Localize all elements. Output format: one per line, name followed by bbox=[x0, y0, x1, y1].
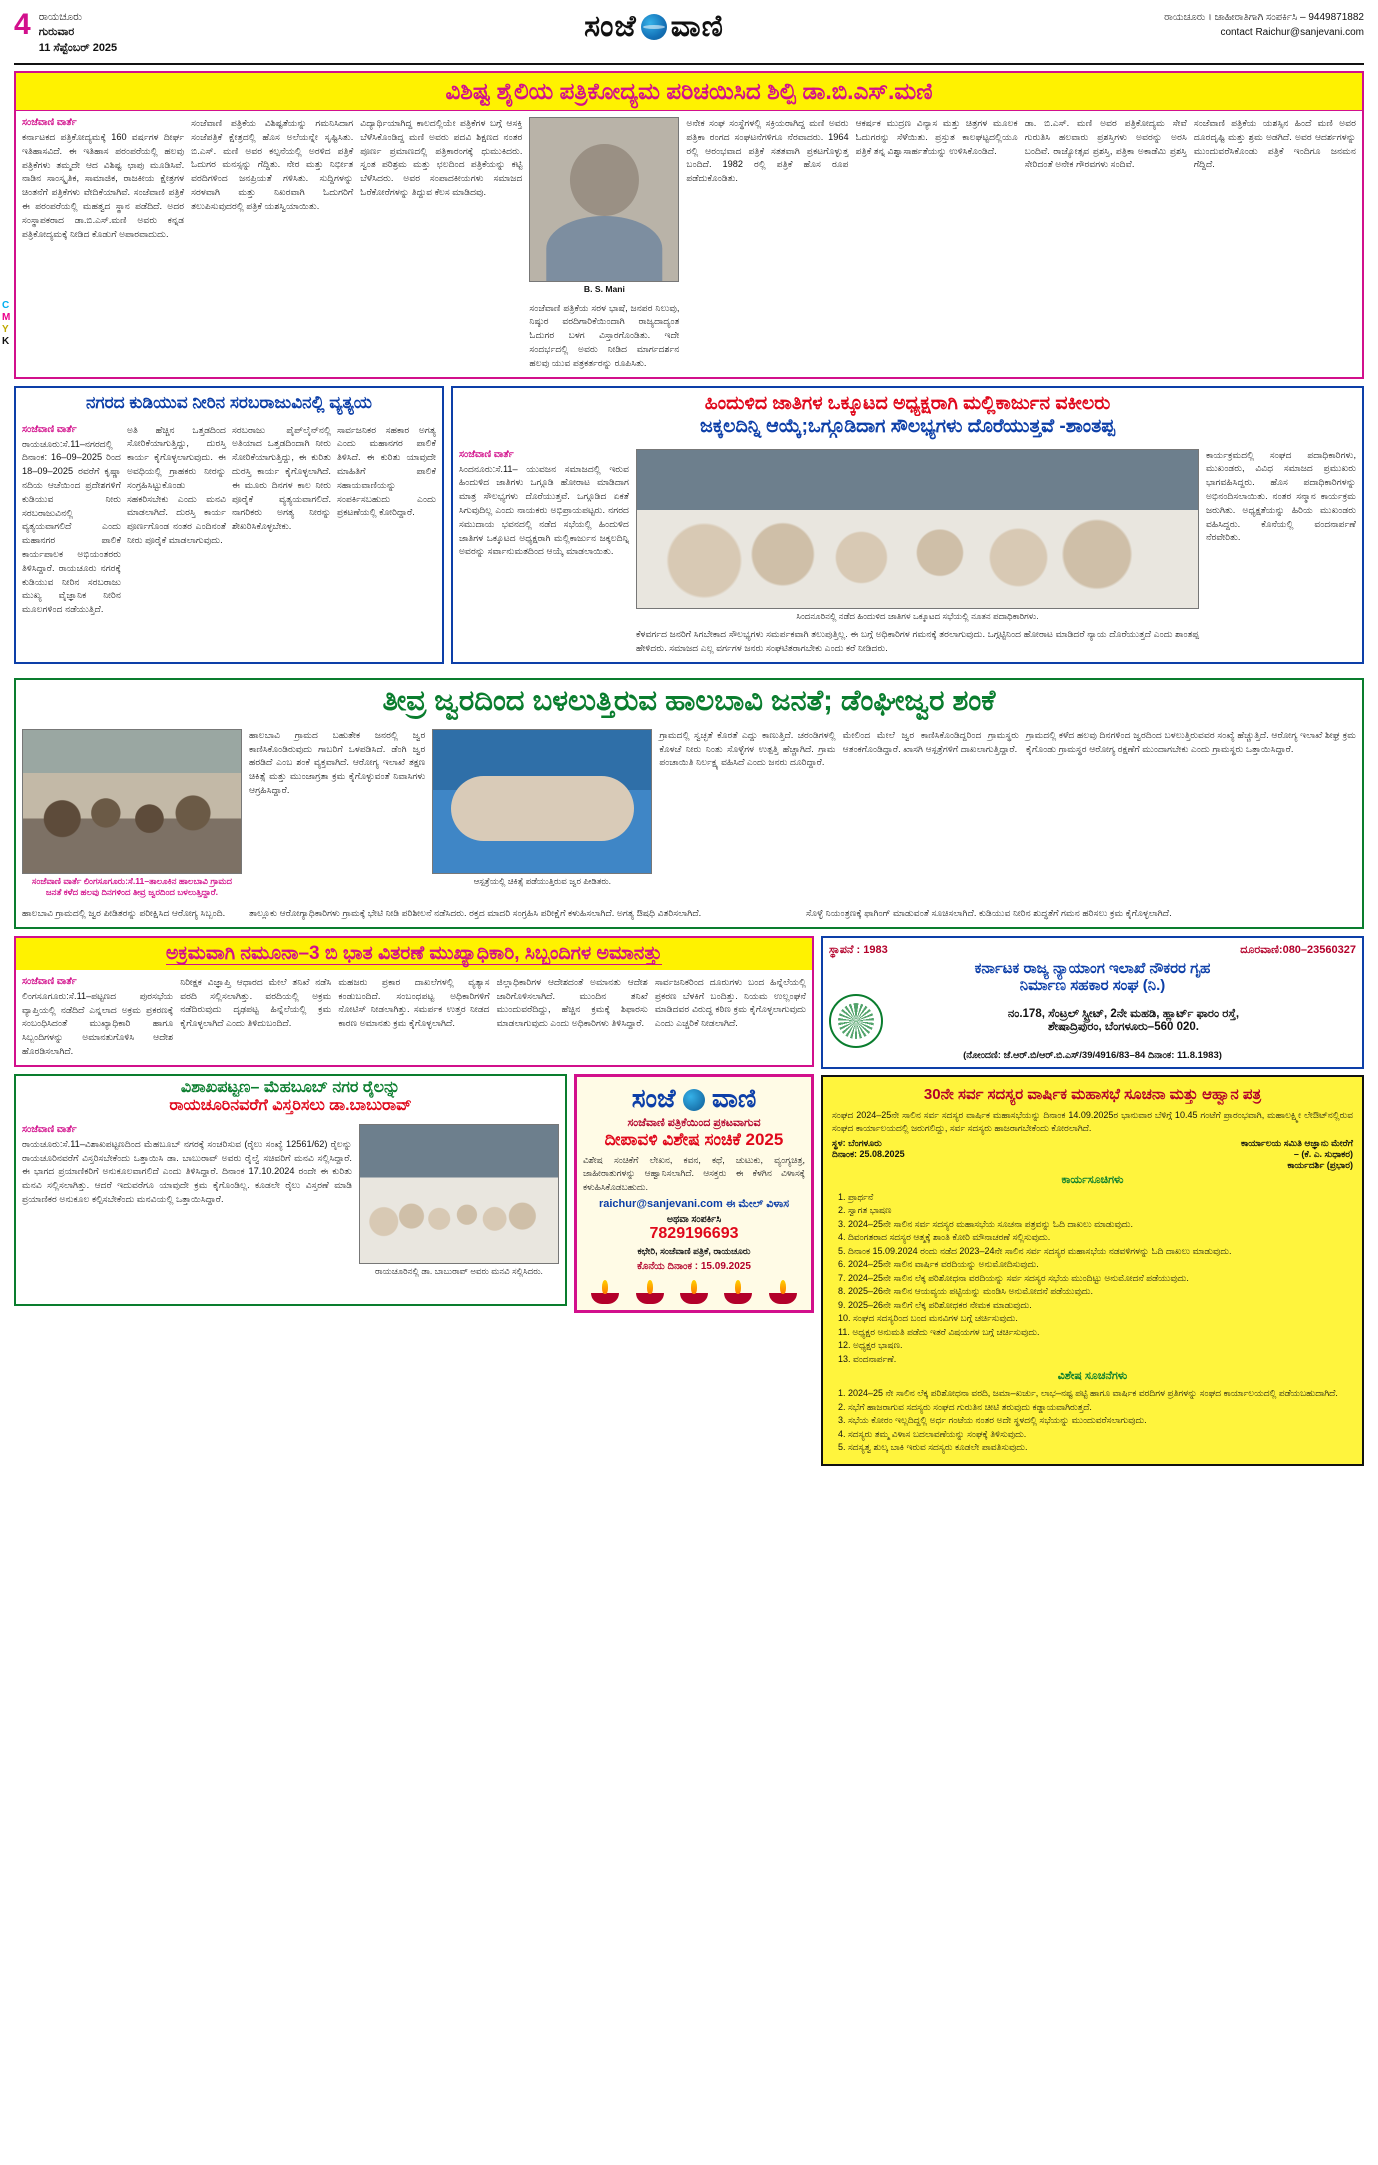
ad-phone[interactable]: 7829196693 bbox=[649, 1225, 739, 1243]
left-stack bbox=[14, 936, 814, 1466]
rail-byline: ಸಂಜೆವಾಣಿ ವಾರ್ತೆ bbox=[22, 1123, 77, 1135]
agenda-item: 8. 2025–26ನೇ ಸಾಲಿನ ಆಯವ್ಯಯ ಪಟ್ಟಿಯನ್ನು ಮಂಡಿಸಿ ಅನುಮೋದನೆ ಪಡೆಯುವುದು. bbox=[838, 1286, 1093, 1297]
photo-fever-village bbox=[22, 729, 242, 874]
agenda-item: 5. ದಿನಾಂಕ 15.09.2024 ರಂದು ನಡೆದ 2023–24ನೇ ಸಾಲಿನ ಸರ್ವ ಸದಸ್ಯರ ಮಹಾಸಭೆಯ ನಡವಳಿಗಳನ್ನು ಓದಿ ದಾಖಲು ಮಾಡುವುದು. bbox=[838, 1245, 1232, 1256]
cmyk-y: Y bbox=[2, 324, 9, 335]
water-byline: ಸಂಜೆವಾಣಿ ವಾರ್ತೆ bbox=[22, 423, 77, 435]
lamps-decoration bbox=[583, 1278, 805, 1304]
ad-line-1: ಸಂಜೆವಾಣಿ ಪತ್ರಿಕೆಯಿಂದ ಪ್ರಕಟವಾಗುವ bbox=[627, 1116, 761, 1129]
ad-society bbox=[821, 936, 1364, 1069]
masthead-date: 11 ಸೆಪ್ಟೆಂಬರ್ 2025 bbox=[38, 42, 118, 55]
society-founded: ಸ್ಥಾಪನೆ : 1983 bbox=[829, 943, 888, 956]
lamp-icon bbox=[769, 1278, 797, 1304]
logo-text-right: ವಾಣಿ bbox=[670, 10, 724, 43]
right-ad-stack bbox=[821, 936, 1364, 1466]
lead-col-6 bbox=[856, 117, 1018, 371]
ad-logo: ಸಂಜೆ ವಾಣಿ bbox=[631, 1082, 757, 1113]
notice-title: 30ನೇ ಸರ್ವ ಸದಸ್ಯರ ವಾರ್ಷಿಕ ಮಹಾಸಭೆ ಸೂಚನಾ ಮತ್ತು ಆಹ್ವಾನ ಪತ್ರ bbox=[923, 1085, 1262, 1103]
society-reg: (ನೋಂದಣಿ: ಜೆ.ಆರ್.ಬಿ/ಆರ್.ಬಿ.ಎಸ್/39/4916/83–84 ದಿನಾಂಕ: 11.8.1983) bbox=[963, 1049, 1222, 1061]
fever-headline: ತೀವ್ರ ಜ್ವರದಿಂದ ಬಳಲುತ್ತಿರುವ ಹಾಲಬಾವಿ ಜನತೆ; ಡೆಂಘೀಜ್ವರ ಶಂಕೆ bbox=[382, 684, 996, 717]
society-phone[interactable]: ದೂರವಾಣಿ:080–23560327 bbox=[1240, 943, 1356, 956]
notice-body: ಸಂಘದ 2024–25ನೇ ಸಾಲಿನ ಸರ್ವ ಸದಸ್ಯರ ವಾರ್ಷಿಕ ಮಹಾಸಭೆಯನ್ನು ದಿನಾಂಕ 14.09.2025ರ ಭಾನುವಾರ ಬೆಳಿಗ್ಗೆ 10.45 ಗಂಟೆಗೆ ಪ್ರಾರಂಭವಾಗಿ, ಮಹಾಲಕ್ಷ್ಮೀ ಲೇಔಟ್‌ನಲ್ಲಿರುವ ಸಂಘದ ಕಾರ್ಯಾಲಯದಲ್ಲಿ ಜರುಗಲಿದ್ದು, ಸರ್ವ ಸದಸ್ಯರು ಹಾಜರಾಗಬೇಕೆಂದು ಕೋರಲಾಗಿದೆ. bbox=[832, 1109, 1353, 1134]
lamp-icon bbox=[591, 1278, 619, 1304]
globe-icon bbox=[683, 1089, 705, 1111]
caste-columns bbox=[453, 443, 1362, 662]
special-item: 5. ಸದಸ್ಯತ್ವ ಶುಲ್ಕ ಬಾಕಿ ಇರುವ ಸದಸ್ಯರು ಕೂಡಲೇ ಪಾವತಿಸುವುದು. bbox=[838, 1442, 1028, 1453]
lead-col-3 bbox=[360, 117, 522, 371]
notice-sign-1: ಕಾರ್ಯಾಲಯ ಸಮಿತಿ ಆಜ್ಞಾನು ಮೇರೆಗೆ bbox=[1241, 1137, 1353, 1148]
lead-col-1 bbox=[22, 117, 184, 371]
society-address-2: ಶೇಷಾದ್ರಿಪುರಂ, ಬೆಂಗಳೂರು–560 020. bbox=[1048, 1020, 1199, 1033]
fever-cap-left bbox=[22, 907, 242, 921]
masthead-dateline bbox=[39, 10, 117, 57]
ration-col-5 bbox=[655, 976, 806, 1059]
society-title-1: ಕರ್ನಾಟಕ ರಾಜ್ಯ ನ್ಯಾಯಾಂಗ ಇಲಾಖೆ ನೌಕರರ ಗೃಹ bbox=[974, 959, 1211, 977]
notice-date: ದಿನಾಂಕ: 25.08.2025 bbox=[832, 1148, 905, 1159]
lead-col-5 bbox=[686, 117, 848, 371]
caste-photo-col bbox=[636, 449, 1199, 656]
lead-text-8: ಸಂಜೆವಾಣಿ ಪತ್ರಿಕೆಯ ಯಶಸ್ಸಿನ ಹಿಂದೆ ಮಣಿ ಅವರ ದೂರದೃಷ್ಟಿ ಮತ್ತು ಶ್ರಮ ಅಡಗಿದೆ. ಅವರ ಆದರ್ಶಗಳನ್ನು ಮುಂದುವರೆಸಿಕೊಂಡು ಪತ್ರಿಕೆ ಇಂದಿಗೂ ಜನಮನ ಗೆದ್ದಿದೆ. bbox=[1193, 118, 1356, 170]
caste-text-mid: ಕೆಳವರ್ಗದ ಜನರಿಗೆ ಸಿಗಬೇಕಾದ ಸೌಲಭ್ಯಗಳು ಸಮರ್ಪಕವಾಗಿ ತಲುಪುತ್ತಿಲ್ಲ. ಈ ಬಗ್ಗೆ ಅಧಿಕಾರಿಗಳ ಗಮನಕ್ಕೆ ತರಲಾಗುವುದು. ಒಗ್ಗಟ್ಟಿನಿಂದ ಹೋರಾಟ ಮಾಡಿದರೆ ನ್ಯಾಯ ದೊರೆಯುತ್ತದೆ ಎಂದು ಶಾಂತಪ್ಪ ಹೇಳಿದರು. ಸಮಾಜದ ಎಲ್ಲ ವರ್ಗಗಳ ಜನರು ಸಂಘಟಿತರಾಗಬೇಕು ಎಂದು ಕರೆ ನೀಡಿದರು. bbox=[636, 629, 1199, 654]
page-number: 4 bbox=[14, 8, 31, 41]
ration-text-2: ನಿರೀಕ್ಷಕ ವಿಜ್ಞಾಪ್ತಿ ಆಧಾರದ ಮೇಲೆ ತನಿಖೆ ನಡೆಸಿ ವರದಿ ಸಲ್ಲಿಸಲಾಗಿತ್ತು. ವರದಿಯಲ್ಲಿ ಅಕ್ರಮ ನಡೆದಿರುವುದು ದೃಢಪಟ್ಟ ಹಿನ್ನೆಲೆಯಲ್ಲಿ ಕ್ರಮ ಕೈಗೊಳ್ಳಲಾಗಿದೆ ಎಂದು ತಿಳಿದುಬಂದಿದೆ. bbox=[180, 976, 332, 1029]
photo-caption-rail: ರಾಯಚೂರಿನಲ್ಲಿ ಡಾ. ಬಾಬುರಾವ್ ಅವರು ಮನವಿ ಸಲ್ಲಿಸಿದರು. bbox=[375, 1265, 543, 1276]
ration-text-1: ಲಿಂಗಸೂಗೂರು:ಸೆ.11–ಪಟ್ಟಣದ ಪುರಸಭೆಯ ವ್ಯಾಪ್ತಿಯಲ್ಲಿ ನಡೆದಿದೆ ಎನ್ನಲಾದ ಅಕ್ರಮ ಪ್ರಕರಣಕ್ಕೆ ಸಂಬಂಧಿಸಿದಂತೆ ಮುಖ್ಯಾಧಿಕಾರಿ ಹಾಗೂ ಸಿಬ್ಬಂದಿಗಳನ್ನು ಅಮಾನತುಗೊಳಿಸಿ ಆದೇಶ ಹೊರಡಿಸಲಾಗಿದೆ. bbox=[22, 990, 174, 1057]
agenda-item: 13. ವಂದನಾರ್ಪಣೆ. bbox=[838, 1353, 897, 1364]
water-col-3 bbox=[232, 424, 331, 617]
caste-headline-2: ಜಕ್ಕಲದಿನ್ನಿ ಆಯ್ಕೆ;ಒಗ್ಗೂಡಿದಾಗ ಸೌಲಭ್ಯಗಳು ದೊರೆಯುತ್ತವೆ -ಶಾಂತಪ್ಪ bbox=[700, 415, 1115, 437]
photo-caption-bs-mani: B. S. Mani bbox=[583, 284, 625, 295]
special-item: 1. 2024–25 ನೇ ಸಾಲಿನ ಲೆಕ್ಕ ಪರಿಶೋಧನಾ ವರದಿ, ಜಮಾ–ಖರ್ಚು, ಲಾಭ–ನಷ್ಟ ಪಟ್ಟಿ ಹಾಗೂ ವಾರ್ಷಿಕ ವರದಿಗಳ ಪ್ರತಿಗಳನ್ನು ಸಂಘದ ಕಾರ್ಯಾಲಯದಲ್ಲಿ ಪಡೆಯಬಹುದಾಗಿದೆ. bbox=[838, 1388, 1338, 1399]
rail-headline-1: ವಿಶಾಖಪಟ್ಟಣ– ಮೆಹಬೂಬ್ ನಗರ ರೈಲನ್ನು bbox=[180, 1078, 401, 1096]
story-caste bbox=[451, 386, 1364, 664]
rail-col-text bbox=[22, 1124, 352, 1280]
ad-deadline: ಕೊನೆಯ ದಿನಾಂಕ : 15.09.2025 bbox=[637, 1261, 751, 1273]
notice-place: ಸ್ಥಳ: ಬೆಂಗಳೂರು bbox=[832, 1137, 882, 1148]
lamp-icon bbox=[636, 1278, 664, 1304]
rail-headline-2: ರಾಯಚೂರಿನವರೆಗೆ ವಿಸ್ತರಿಸಲು ಡಾ.ಬಾಬುರಾವ್ bbox=[169, 1096, 412, 1114]
ad-address-label: ಅಥವಾ ಸಂಪರ್ಕಿಸಿ bbox=[666, 1214, 722, 1226]
agenda-item: 7. 2024–25ನೇ ಸಾಲಿನ ಲೆಕ್ಕ ಪರಿಶೋಧನಾ ವರದಿಯನ್ನು ಸರ್ವ ಸದಸ್ಯರ ಸಭೆಯ ಮುಂದಿಟ್ಟು ಅನುಮೋದನೆ ಪಡೆಯುವುದು. bbox=[838, 1272, 1189, 1283]
ration-columns bbox=[16, 970, 812, 1065]
water-text-2: ಅತಿ ಹೆಚ್ಚಿನ ಒತ್ತಡದಿಂದ ಸೋರಿಕೆಯಾಗುತ್ತಿದ್ದು, ದುರಸ್ತಿ ಕಾರ್ಯ ಕೈಗೊಳ್ಳಲಾಗುವುದು. ಈ ಅವಧಿಯಲ್ಲಿ ಗ್ರಾಹಕರು ನೀರನ್ನು ಸಂಗ್ರಹಿಸಿಟ್ಟುಕೊಂಡು ಸಹಕರಿಸಬೇಕು ಎಂದು ಮನವಿ ಮಾಡಲಾಗಿದೆ. ದುರಸ್ತಿ ಕಾರ್ಯ ಪೂರ್ಣಗೊಂಡ ನಂತರ ಎಂದಿನಂತೆ ನೀರು ಪೂರೈಕೆ ಮಾಡಲಾಗುವುದು. bbox=[127, 424, 226, 546]
lead-col-2 bbox=[191, 117, 353, 371]
fever-text-box: ಗ್ರಾಮದಲ್ಲಿ ಕಳೆದ ಹಲವು ದಿನಗಳಿಂದ ಜ್ವರದಿಂದ ಬಳಲುತ್ತಿರುವವರ ಸಂಖ್ಯೆ ಹೆಚ್ಚುತ್ತಿದೆ. ಆರೋಗ್ಯ ಇಲಾಖೆ ಶೀಘ್ರ ಕ್ರಮ ಕೈಗೊಂಡು ಗ್ರಾಮಸ್ಥರ ಆರೋಗ್ಯ ರಕ್ಷಣೆಗೆ ಮುಂದಾಗಬೇಕು ಎಂದು ಗ್ರಾಮಸ್ಥರು ಒತ್ತಾಯಿಸಿದ್ದಾರೆ. bbox=[1025, 729, 1356, 754]
agenda-title: ಕಾರ್ಯಸೂಚಿಗಳು bbox=[1061, 1173, 1124, 1186]
ration-text-5: ಸಾರ್ವಜನಿಕರಿಂದ ದೂರುಗಳು ಬಂದ ಹಿನ್ನೆಲೆಯಲ್ಲಿ ಪ್ರಕರಣ ಬೆಳಕಿಗೆ ಬಂದಿತ್ತು. ನಿಯಮ ಉಲ್ಲಂಘನೆ ಮಾಡಿದವರ ವಿರುದ್ಧ ಕಠಿಣ ಕ್ರಮ ಕೈಗೊಳ್ಳಲಾಗುವುದು ಎಂದು ಎಚ್ಚರಿಕೆ ನೀಡಲಾಗಿದೆ. bbox=[654, 976, 807, 1029]
ration-col-1 bbox=[22, 976, 173, 1059]
fever-col-2 bbox=[249, 729, 425, 901]
photo-fever-patient bbox=[432, 729, 652, 874]
rail-text: ರಾಯಚೂರು:ಸೆ.11–ವಿಶಾಖಪಟ್ಟಣದಿಂದ ಮೆಹಬೂಬ್ ನಗರಕ್ಕೆ ಸಂಚರಿಸುವ (ರೈಲು ಸಂಖ್ಯೆ 12561/62) ರೈಲನ್ನು ರಾಯಚೂರಿನವರೆಗೆ ವಿಸ್ತರಿಸಬೇಕೆಂದು ಒತ್ತಾಯಿಸಿ ಡಾ. ಬಾಬುರಾವ್ ಅವರು ರೈಲ್ವೆ ಸಚಿವರಿಗೆ ಮನವಿ ಸಲ್ಲಿಸಿದ್ದಾರೆ. ಈ ಭಾಗದ ಪ್ರಯಾಣಿಕರಿಗೆ ಅನುಕೂಲವಾಗಲಿದೆ ಎಂದು ತಿಳಿಸಿದ್ದಾರೆ. ದಿನಾಂಕ 17.10.2024 ರಂದೇ ಈ ಕುರಿತು ಮನವಿ ಸಲ್ಲಿಸಲಾಗಿತ್ತು. ಆದರೆ ಇದುವರೆಗೂ ಯಾವುದೇ ಕ್ರಮ ಕೈಗೊಂಡಿಲ್ಲ. ಕೂಡಲೇ ರೈಲು ವಿಸ್ತರಣೆ ಮಾಡಿ ಪ್ರಯಾಣಿಕರ ಅನುಕೂಲ ಕಲ್ಪಿಸಬೇಕೆಂದು ಮನವಿಯಲ್ಲಿ ಒತ್ತಾಯಿಸಿದ್ದಾರೆ. bbox=[22, 1138, 352, 1205]
row-rail-ad bbox=[14, 1074, 814, 1314]
lead-story bbox=[14, 71, 1364, 379]
water-headline: ನಗರದ ಕುಡಿಯುವ ನೀರಿನ ಸರಬರಾಜುವಿನಲ್ಲಿ ವ್ಯತ್ಯಯ bbox=[16, 388, 442, 418]
masthead-left bbox=[14, 10, 214, 57]
story-ration bbox=[14, 936, 814, 1067]
caste-col-right bbox=[1206, 449, 1356, 656]
lead-col-8 bbox=[1194, 117, 1356, 371]
lead-text-6: ಆಕರ್ಷಕ ಮುದ್ರಣ ವಿನ್ಯಾಸ ಮತ್ತು ಚಿತ್ರಗಳ ಮೂಲಕ ಓದುಗರನ್ನು ಸೆಳೆಯಿತು. ಪ್ರಸ್ತುತ ಕಾಲಘಟ್ಟದಲ್ಲಿಯೂ ಪತ್ರಿಕೆ ತನ್ನ ವಿಶ್ವಾಸಾರ್ಹತೆಯನ್ನು ಉಳಿಸಿಕೊಂಡಿದೆ. bbox=[855, 118, 1018, 156]
agenda-list bbox=[828, 1187, 1357, 1371]
photo-rail-memorandum bbox=[359, 1124, 559, 1264]
fever-columns bbox=[16, 723, 1362, 907]
fever-cap-mid bbox=[249, 907, 799, 921]
caste-text-right: ಕಾರ್ಯಕ್ರಮದಲ್ಲಿ ಸಂಘದ ಪದಾಧಿಕಾರಿಗಳು, ಮುಖಂಡರು, ವಿವಿಧ ಸಮಾಜದ ಪ್ರಮುಖರು ಭಾಗವಹಿಸಿದ್ದರು. ಹೊಸ ಪದಾಧಿಕಾರಿಗಳನ್ನು ಅಭಿನಂದಿಸಲಾಯಿತು. ನಂತರ ಸನ್ಮಾನ ಕಾರ್ಯಕ್ರಮ ಜರುಗಿತು. ಅಧ್ಯಕ್ಷತೆಯನ್ನು ಹಿರಿಯ ಮುಖಂಡರು ವಹಿಸಿದ್ದರು. ಕೊನೆಯಲ್ಲಿ ವಂದನಾರ್ಪಣೆ ನೆರವೇರಿತು. bbox=[1206, 449, 1356, 543]
fever-caption-left-text: ಹಾಲಬಾವಿ ಗ್ರಾಮದಲ್ಲಿ ಜ್ವರ ಪೀಡಿತರನ್ನು ಪರೀಕ್ಷಿಸಿದ ಆರೋಗ್ಯ ಸಿಬ್ಬಂದಿ. bbox=[22, 908, 226, 919]
water-columns bbox=[16, 418, 442, 623]
ad-body: ವಿಶೇಷ ಸಂಚಿಕೆಗೆ ಲೇಖನ, ಕವನ, ಕಥೆ, ಚುಟುಕು, ವ್ಯಂಗ್ಯಚಿತ್ರ, ಜಾಹೀರಾತುಗಳನ್ನು ಆಹ್ವಾನಿಸಲಾಗಿದೆ. ಆಸಕ್ತರು ಈ ಕೆಳಗಿನ ವಿಳಾಸಕ್ಕೆ ಕಳುಹಿಸಿಕೊಡಬಹುದು. bbox=[583, 1154, 805, 1192]
fever-box-col bbox=[1026, 729, 1356, 901]
lead-text-7: ಡಾ. ಬಿ.ಎಸ್. ಮಣಿ ಅವರ ಪತ್ರಿಕೋದ್ಯಮ ಸೇವೆ ಗುರುತಿಸಿ ಹಲವಾರು ಪ್ರಶಸ್ತಿಗಳು ಅವರನ್ನು ಅರಸಿ ಬಂದಿವೆ. ರಾಜ್ಯೋತ್ಸವ ಪ್ರಶಸ್ತಿ, ಪತ್ರಿಕಾ ಅಕಾಡೆಮಿ ಪ್ರಶಸ್ತಿ ಸೇರಿದಂತೆ ಅನೇಕ ಗೌರವಗಳು ಸಂದಿವೆ. bbox=[1024, 118, 1187, 170]
row-ration-ads bbox=[14, 936, 1364, 1466]
agenda-item: 10. ಸಂಘದ ಸದಸ್ಯರಿಂದ ಬಂದ ಮನವಿಗಳ ಬಗ್ಗೆ ಚರ್ಚಿಸುವುದು. bbox=[838, 1313, 1018, 1324]
lead-text-3: ವಿದ್ಯಾರ್ಥಿಯಾಗಿದ್ದ ಕಾಲದಲ್ಲಿಯೇ ಪತ್ರಿಕೆಗಳ ಬಗ್ಗೆ ಆಸಕ್ತಿ ಬೆಳೆಸಿಕೊಂಡಿದ್ದ ಮಣಿ ಅವರು ಪದವಿ ಶಿಕ್ಷಣದ ನಂತರ ಪೂರ್ಣ ಪ್ರಮಾಣದಲ್ಲಿ ಪತ್ರಿಕಾರಂಗಕ್ಕೆ ಧುಮುಕಿದರು. ಸ್ವಂತ ಪರಿಶ್ರಮ ಮತ್ತು ಛಲದಿಂದ ಪತ್ರಿಕೆಯನ್ನು ಕಟ್ಟಿ ಬೆಳೆಸಿದರು. ಅವರ ಸಂಪಾದಕೀಯಗಳು ಸಮಾಜದ ಓರೆಕೋರೆಗಳನ್ನು ತಿದ್ದುವ ಕೆಲಸ ಮಾಡಿದವು. bbox=[360, 118, 523, 198]
ration-byline: ಸಂಜೆವಾಣಿ ವಾರ್ತೆ bbox=[22, 975, 77, 987]
notice-sign-3: ಕಾರ್ಯದರ್ಶಿ (ಪ್ರಭಾರ) bbox=[1287, 1159, 1353, 1170]
water-text-3: ಸರಬರಾಜು ಪೈಪ್‌ಲೈನ್‌ನಲ್ಲಿ ಅತಿಯಾದ ಒತ್ತಡದಿಂದಾಗಿ ನೀರು ಸೋರಿಕೆಯಾಗುತ್ತಿದ್ದು, ಈ ಕುರಿತು ದುರಸ್ತಿ ಕಾರ್ಯ ಕೈಗೊಳ್ಳಲಾಗಿದೆ. ಈ ಮೂರು ದಿನಗಳ ಕಾಲ ನೀರು ಪೂರೈಕೆ ವ್ಯತ್ಯಯವಾಗಲಿದೆ. ನಾಗರಿಕರು ಅಗತ್ಯ ನೀರನ್ನು ಶೇಖರಿಸಿಕೊಳ್ಳಬೇಕು. bbox=[232, 424, 331, 532]
cmyk-c: C bbox=[2, 300, 10, 311]
fever-text-2: ಹಾಲಬಾವಿ ಗ್ರಾಮದ ಬಹುತೇಕ ಜನರಲ್ಲಿ ಜ್ವರ ಕಾಣಿಸಿಕೊಂಡಿರುವುದು ಗಾಬರಿಗೆ ಒಳಪಡಿಸಿದೆ. ಡೆಂಗಿ ಜ್ವರ ಹರಡಿದೆ ಎಂಬ ಶಂಕೆ ವ್ಯಕ್ತವಾಗಿದೆ. ಆರೋಗ್ಯ ಇಲಾಖೆ ತಕ್ಷಣ ಚಿಕಿತ್ಸೆ ಮತ್ತು ಮುಂಜಾಗ್ರತಾ ಕ್ರಮ ಕೈಗೊಳ್ಳುವಂತೆ ನಿವಾಸಿಗಳು ಆಗ್ರಹಿಸಿದ್ದಾರೆ. bbox=[249, 729, 426, 796]
water-text-4: ಸಾರ್ವಜನಿಕರ ಸಹಕಾರ ಅಗತ್ಯ ಎಂದು ಮಹಾನಗರ ಪಾಲಿಕೆ ತಿಳಿಸಿದೆ. ಈ ಕುರಿತು ಯಾವುದೇ ಮಾಹಿತಿಗೆ ಪಾಲಿಕೆ ಸಹಾಯವಾಣಿಯನ್ನು ಸಂಪರ್ಕಿಸಬಹುದು ಎಂದು ಪ್ರಕಟಣೆಯಲ್ಲಿ ಕೋರಿದ್ದಾರೆ. bbox=[337, 424, 436, 518]
masthead-place: ರಾಯಚೂರು bbox=[38, 11, 82, 23]
lead-photo-col bbox=[529, 117, 679, 371]
ad-sanjevani-deepavali bbox=[574, 1074, 814, 1314]
fever-photo-col-1 bbox=[22, 729, 242, 901]
caste-col-left bbox=[459, 449, 629, 656]
agenda-item: 9. 2025–26ನೇ ಸಾಲಿಗೆ ಲೆಕ್ಕ ಪರಿಶೋಧಕರ ನೇಮಕ ಮಾಡುವುದು. bbox=[838, 1299, 1032, 1310]
society-title-2: ನಿರ್ಮಾಣ ಸಹಕಾರ ಸಂಘ (ನಿ.) bbox=[1019, 976, 1166, 994]
fever-text-4: ಗ್ರಾಮದಲ್ಲಿ ಸ್ವಚ್ಛತೆ ಕೊರತೆ ಎದ್ದು ಕಾಣುತ್ತಿದೆ. ಚರಂಡಿಗಳಲ್ಲಿ ಕೊಳಚೆ ನೀರು ನಿಂತು ಸೊಳ್ಳೆಗಳ ಉತ್ಪತ್ತಿ ಹೆಚ್ಚಾಗಿದೆ. ಗ್ರಾಮ ಪಂಚಾಯಿತಿ ನಿರ್ಲಕ್ಷ್ಯ ವಹಿಸಿದೆ ಎಂದು ಜನರು ದೂರಿದ್ದಾರೆ. bbox=[659, 729, 836, 768]
agenda-item: 2. ಸ್ವಾಗತ ಭಾಷಣ bbox=[838, 1205, 892, 1216]
fever-text-7: ಸೊಳ್ಳೆ ನಿಯಂತ್ರಣಕ್ಕೆ ಫಾಗಿಂಗ್ ಮಾಡುವಂತೆ ಸೂಚಿಸಲಾಗಿದೆ. ಕುಡಿಯುವ ನೀರಿನ ಶುದ್ಧತೆಗೆ ಗಮನ ಹರಿಸಲು ಕ್ರಮ ಕೈಗೊಳ್ಳಲಾಗಿದೆ. bbox=[806, 908, 1172, 919]
special-list bbox=[828, 1383, 1357, 1459]
lead-headline: ವಿಶಿಷ್ಟ ಶೈಲಿಯ ಪತ್ರಿಕೋದ್ಯಮ ಪರಿಚಯಿಸಿದ ಶಿಲ್ಪಿ ಡಾ.ಬಿ.ಎಸ್.ಮಣಿ bbox=[16, 73, 1362, 111]
story-rail bbox=[14, 1074, 567, 1307]
lead-col-7 bbox=[1025, 117, 1187, 371]
notice-sign-2: – (ಕೆ. ಎ. ಸುಧಾಕರ) bbox=[1293, 1148, 1353, 1159]
water-col-2 bbox=[127, 424, 226, 617]
special-item: 3. ಸಭೆಯ ಕೋರಂ ಇಲ್ಲದಿದ್ದಲ್ಲಿ ಅರ್ಧ ಗಂಟೆಯ ನಂತರ ಅದೇ ಸ್ಥಳದಲ್ಲಿ ಸಭೆಯನ್ನು ಮುಂದುವರೆಸಲಾಗುವುದು. bbox=[838, 1415, 1147, 1426]
ration-col-3 bbox=[338, 976, 489, 1059]
caste-text-left: ಸಿಂದನೂರು:ಸೆ.11– ಯುವಜನ ಸಮಾಜದಲ್ಲಿ ಇರುವ ಹಿಂದುಳಿದ ಜಾತಿಗಳು ಒಗ್ಗೂಡಿ ಹೋರಾಟ ಮಾಡಿದಾಗ ಮಾತ್ರ ಸೌಲಭ್ಯಗಳು ದೊರೆಯುತ್ತವೆ. ಒಗ್ಗೂಡಿದ ಏಕತೆ ಸಿಗುವುದಿಲ್ಲ ಎಂದು ನಾಯಕರು ಅಭಿಪ್ರಾಯಪಟ್ಟರು. ನಗರದ ಸಮುದಾಯ ಭವನದಲ್ಲಿ ನಡೆದ ಸಭೆಯಲ್ಲಿ ಹಿಂದುಳಿದ ಜಾತಿಗಳ ಒಕ್ಕೂಟದ ಅಧ್ಯಕ್ಷರಾಗಿ ಮಲ್ಲಿಕಾರ್ಜುನ ಜಕ್ಕಲದಿನ್ನಿ ಅವರನ್ನು ಸರ್ವಾನುಮತದಿಂದ ಆಯ್ಕೆ ಮಾಡಲಾಯಿತು. bbox=[459, 463, 629, 557]
society-emblem-icon bbox=[829, 994, 883, 1048]
water-col-1 bbox=[22, 424, 121, 617]
globe-icon bbox=[641, 14, 667, 40]
agenda-item: 3. 2024–25ನೇ ಸಾಲಿನ ಸರ್ವ ಸದಸ್ಯರ ಮಹಾಸಭೆಯ ಸೂಚನಾ ಪತ್ರವನ್ನು ಓದಿ ದಾಖಲು ಮಾಡುವುದು. bbox=[838, 1218, 1133, 1229]
story-water bbox=[14, 386, 444, 664]
fever-text-5: ಮೇಲಿಂದ ಮೇಲೆ ಜ್ವರ ಕಾಣಿಸಿಕೊಂಡಿದ್ದರಿಂದ ಗ್ರಾಮಸ್ಥರು ಆತಂಕಗೊಂಡಿದ್ದಾರೆ. ಖಾಸಗಿ ಆಸ್ಪತ್ರೆಗಳಿಗೆ ದಾಖಲಾಗುತ್ತಿದ್ದಾರೆ. bbox=[842, 729, 1019, 754]
agenda-item: 6. 2024–25ನೇ ಸಾಲಿನ ವಾರ್ಷಿಕ ವರದಿಯನ್ನು ಅನುಮೋದಿಸುವುದು. bbox=[838, 1259, 1039, 1270]
cmyk-k: K bbox=[2, 336, 10, 347]
society-address-1: ನಂ.178, ಸೆಂಟ್ರಲ್ ಸ್ಟ್ರೀಟ್, 2ನೇ ಮಹಡಿ, ಹ್ಲಾರ್ಟ್ ಫಾರಂ ರಸ್ತೆ, bbox=[1007, 1007, 1240, 1020]
masthead-contact bbox=[1094, 10, 1364, 40]
caste-byline: ಸಂಜೆವಾಣಿ ವಾರ್ತೆ bbox=[459, 448, 514, 460]
row-water-caste bbox=[14, 386, 1364, 671]
logo-text-left: ಸಂಜೆ bbox=[584, 10, 637, 43]
lamp-icon bbox=[680, 1278, 708, 1304]
cmyk-bar bbox=[2, 300, 10, 348]
fever-col-5 bbox=[843, 729, 1019, 901]
ad-notice bbox=[821, 1075, 1364, 1466]
rail-photo-col bbox=[359, 1124, 559, 1280]
contact-line-1: ರಾಯಚೂರು । ಜಾಹೀರಾತಿಗಾಗಿ ಸಂಪರ್ಕಿಸಿ – 9449871882 bbox=[1164, 12, 1364, 23]
photo-caption-fever-right: ಆಸ್ಪತ್ರೆಯಲ್ಲಿ ಚಿಕಿತ್ಸೆ ಪಡೆಯುತ್ತಿರುವ ಜ್ವರ ಪೀಡಿತರು. bbox=[473, 875, 612, 886]
lead-text-1: ಕರ್ನಾಟಕದ ಪತ್ರಿಕೋದ್ಯಮಕ್ಕೆ 160 ವರ್ಷಗಳ ದೀರ್ಘ ಇತಿಹಾಸವಿದೆ. ಈ ಇತಿಹಾಸ ಪರಂಪರೆಯಲ್ಲಿ ಹಲವು ಪತ್ರಿಕೆಗಳು ತಮ್ಮದೇ ಆದ ವಿಶಿಷ್ಟ ಛಾಪು ಮೂಡಿಸಿವೆ. ನಾಡಿನ ಸಾಂಸ್ಕೃತಿಕ, ಸಾಮಾಜಿಕ, ರಾಜಕೀಯ ಕ್ಷೇತ್ರಗಳ ಚಿಂತನೆಗೆ ಪತ್ರಿಕೆಗಳು ವೇದಿಕೆಯಾಗಿವೆ. ಸಂಜೆವಾಣಿ ಪತ್ರಿಕೆ ಈ ಪರಂಪರೆಯಲ್ಲಿ ಮಹತ್ವದ ಸ್ಥಾನ ಪಡೆದಿದೆ. ಅದರ ಸಂಸ್ಥಾಪಕರಾದ ಡಾ.ಬಿ.ಎಸ್.ಮಣಿ ಅವರು ಕನ್ನಡ ಪತ್ರಿಕೋದ್ಯಮಕ್ಕೆ ನೀಡಿದ ಕೊಡುಗೆ ಅಪಾರವಾದುದು. bbox=[22, 132, 185, 239]
ad-addr: ಕಛೇರಿ, ಸಂಜೆವಾಣಿ ಪತ್ರಿಕೆ, ರಾಯಚೂರು bbox=[637, 1246, 751, 1257]
fever-cap-right bbox=[806, 907, 1356, 921]
masthead-day: ಗುರುವಾರ bbox=[38, 26, 75, 39]
ration-col-4 bbox=[497, 976, 648, 1059]
masthead-logo bbox=[214, 10, 1094, 44]
ration-headline: ಅಕ್ರಮವಾಗಿ ನಮೂನಾ–3 ಬಿ ಭಾತ ವಿತರಣೆ ಮುಖ್ಯಾಧಿಕಾರಿ, ಸಿಬ್ಬಂದಿಗಳ ಅಮಾನತ್ತು bbox=[16, 938, 812, 970]
lamp-icon bbox=[724, 1278, 752, 1304]
ration-text-3: ಮಹಜರು ಪ್ರಕಾರ ದಾಖಲೆಗಳಲ್ಲಿ ವ್ಯತ್ಯಾಸ ಕಂಡುಬಂದಿದೆ. ಸಂಬಂಧಪಟ್ಟ ಅಧಿಕಾರಿಗಳಿಗೆ ನೋಟಿಸ್ ನೀಡಲಾಗಿತ್ತು. ಸಮರ್ಪಕ ಉತ್ತರ ನೀಡದ ಕಾರಣ ಅಮಾನತು ಕ್ರಮ ಕೈಗೊಳ್ಳಲಾಗಿದೆ. bbox=[338, 976, 490, 1029]
masthead bbox=[14, 10, 1364, 65]
cmyk-m: M bbox=[2, 312, 11, 323]
special-item: 4. ಸದಸ್ಯರು ತಮ್ಮ ವಿಳಾಸ ಬದಲಾವಣೆಯನ್ನು ಸಂಘಕ್ಕೆ ತಿಳಿಸುವುದು. bbox=[838, 1428, 1027, 1439]
agenda-item: 11. ಅಧ್ಯಕ್ಷರ ಅನುಮತಿ ಪಡೆದು ಇತರೆ ವಿಷಯಗಳ ಬಗ್ಗೆ ಚರ್ಚಿಸುವುದು. bbox=[838, 1326, 1040, 1337]
fever-col-4 bbox=[659, 729, 835, 901]
contact-line-2[interactable]: contact Raichur@sanjevani.com bbox=[1220, 27, 1364, 38]
ad-line-2: ದೀಪಾವಳಿ ವಿಶೇಷ ಸಂಚಿಕೆ 2025 bbox=[604, 1129, 784, 1149]
agenda-item: 4. ದಿವಂಗತರಾದ ಸದಸ್ಯರ ಆತ್ಮಕ್ಕೆ ಶಾಂತಿ ಕೋರಿ ಮೌನಾಚರಣೆ ಸಲ್ಲಿಸುವುದು. bbox=[838, 1232, 1051, 1243]
rail-columns bbox=[16, 1118, 565, 1286]
special-item: 2. ಸಭೆಗೆ ಹಾಜರಾಗುವ ಸದಸ್ಯರು ಸಂಘದ ಗುರುತಿನ ಚೀಟಿ ತರುವುದು ಕಡ್ಡಾಯವಾಗಿರುತ್ತದೆ. bbox=[838, 1401, 1092, 1412]
lead-text-2: ಸಂಜೆವಾಣಿ ಪತ್ರಿಕೆಯ ವಿಶಿಷ್ಟತೆಯನ್ನು ಗಮನಿಸಿದಾಗ ಸಂಜೆಪತ್ರಿಕೆ ಕ್ಷೇತ್ರದಲ್ಲಿ ಹೊಸ ಅಲೆಯನ್ನೇ ಸೃಷ್ಟಿಸಿತು. ಬಿ.ಎಸ್. ಮಣಿ ಅವರ ಕಲ್ಪನೆಯಲ್ಲಿ ಅರಳಿದ ಪತ್ರಿಕೆ ಓದುಗರ ಮನಸ್ಸನ್ನು ಗೆದ್ದಿತು. ನೇರ ಮತ್ತು ನಿರ್ಭೀತ ವರದಿಗಳಿಂದ ಜನಪ್ರಿಯತೆ ಗಳಿಸಿತು. ಸುದ್ದಿಗಳನ್ನು ಸರಳವಾಗಿ ಮತ್ತು ನಿಖರವಾಗಿ ಓದುಗರಿಗೆ ತಲುಪಿಸುವುದರಲ್ಲಿ ಪತ್ರಿಕೆ ಯಶಸ್ವಿಯಾಯಿತು. bbox=[191, 118, 354, 211]
agenda-item: 1. ಪ್ರಾರ್ಥನೆ bbox=[838, 1191, 874, 1202]
fever-text-6: ತಾಲ್ಲೂಕು ಆರೋಗ್ಯಾಧಿಕಾರಿಗಳು ಗ್ರಾಮಕ್ಕೆ ಭೇಟಿ ನೀಡಿ ಪರಿಶೀಲನೆ ನಡೆಸಿದರು. ರಕ್ತದ ಮಾದರಿ ಸಂಗ್ರಹಿಸಿ ಪರೀಕ್ಷೆಗೆ ಕಳುಹಿಸಲಾಗಿದೆ. ಅಗತ್ಯ ಔಷಧಿ ವಿತರಿಸಲಾಗಿದೆ. bbox=[249, 908, 702, 919]
agenda-item: 12. ಅಧ್ಯಕ್ಷರ ಭಾಷಣ. bbox=[838, 1340, 903, 1351]
lead-text-4: ಸಂಜೆವಾಣಿ ಪತ್ರಿಕೆಯ ಸರಳ ಭಾಷೆ, ಜನಪರ ನಿಲುವು, ನಿಷ್ಠುರ ವರದಿಗಾರಿಕೆಯಿಂದಾಗಿ ರಾಜ್ಯದಾದ್ಯಂತ ಓದುಗರ ಬಳಗ ವಿಸ್ತಾರಗೊಂಡಿತು. ಇದೇ ಸಂದರ್ಭದಲ್ಲಿ ಅವರು ನೀಡಿದ ಮಾರ್ಗದರ್ಶನ ಹಲವು ಯುವ ಪತ್ರಕರ್ತರನ್ನು ರೂಪಿಸಿತು. bbox=[529, 302, 680, 368]
story-fever bbox=[14, 678, 1364, 929]
ad-mail[interactable]: raichur@sanjevani.com ಈ ಮೇಲ್ ವಿಳಾಸ bbox=[598, 1198, 790, 1211]
photo-caste-meeting bbox=[636, 449, 1199, 609]
water-col-4 bbox=[337, 424, 436, 617]
photo-bs-mani bbox=[529, 117, 679, 282]
ration-text-4: ಜಿಲ್ಲಾಧಿಕಾರಿಗಳ ಆದೇಶದಂತೆ ಅಮಾನತು ಆದೇಶ ಜಾರಿಗೊಳಿಸಲಾಗಿದೆ. ಮುಂದಿನ ತನಿಖೆ ಮುಂದುವರೆದಿದ್ದು, ಹೆಚ್ಚಿನ ಕ್ರಮಕ್ಕೆ ಶಿಫಾರಸು ಮಾಡಲಾಗುವುದು ಎಂದು ಅಧಿಕಾರಿಗಳು ತಿಳಿಸಿದ್ದಾರೆ. bbox=[496, 976, 648, 1029]
byline: ಸಂಜೆವಾಣಿ ವಾರ್ತೆ bbox=[22, 117, 77, 129]
fever-bottom-captions bbox=[16, 907, 1362, 927]
caste-headline-1: ಹಿಂದುಳಿದ ಜಾತಿಗಳ ಒಕ್ಕೂಟದ ಅಧ್ಯಕ್ಷರಾಗಿ ಮಲ್ಲಿಕಾರ್ಜುನ ವಕೀಲರು bbox=[704, 392, 1111, 414]
photo-caption-fever-left: ಸಂಜೆವಾಣಿ ವಾರ್ತೆ ಲಿಂಗಸೂಗೂರು:ಸೆ.11–ತಾಲೂಕಿನ ಹಾಲಬಾವಿ ಗ್ರಾಮದ ಜನತೆ ಕಳೆದ ಹಲವು ದಿನಗಳಿಂದ ತೀವ್ರ ಜ್ವರದಿಂದ ಬಳಲುತ್ತಿದ್ದಾರೆ. bbox=[31, 875, 233, 898]
fever-photo-col-2 bbox=[432, 729, 652, 901]
photo-caption-caste: ಸಿಂದನೂರಿನಲ್ಲಿ ನಡೆದ ಹಿಂದುಳಿದ ಜಾತಿಗಳ ಒಕ್ಕೂಟದ ಸಭೆಯಲ್ಲಿ ನೂತನ ಪದಾಧಿಕಾರಿಗಳು. bbox=[796, 610, 1039, 621]
special-title: ವಿಶೇಷ ಸೂಚನೆಗಳು bbox=[1057, 1370, 1128, 1383]
ration-col-2 bbox=[180, 976, 331, 1059]
lead-columns bbox=[16, 111, 1362, 377]
lead-text-5: ಅನೇಕ ಸಂಘ ಸಂಸ್ಥೆಗಳಲ್ಲಿ ಸಕ್ರಿಯರಾಗಿದ್ದ ಮಣಿ ಅವರು ಪತ್ರಿಕಾ ರಂಗದ ಸಂಘಟನೆಗಳಿಗೂ ನೆರವಾದರು. 1964 ರಲ್ಲಿ ಆರಂಭವಾದ ಪತ್ರಿಕೆ ಸತತವಾಗಿ ಪ್ರಕಟಗೊಳ್ಳುತ್ತ ಬಂದಿದೆ. 1982 ರಲ್ಲಿ ಪತ್ರಿಕೆ ಹೊಸ ರೂಪ ಪಡೆದುಕೊಂಡಿತು. bbox=[686, 118, 849, 184]
water-text-1: ರಾಯಚೂರು:ಸೆ.11–ನಗರದಲ್ಲಿ ದಿನಾಂಕ: 16–09–2025 ರಿಂದ 18–09–2025 ರವರೆಗೆ ಕೃಷ್ಣಾ ನದಿಯ ಆಚೆಯಿಂದ ಪ್ರದೇಶಗಳಿಗೆ ಕುಡಿಯುವ ನೀರು ಸರಬರಾಜುವಿನಲ್ಲಿ ವ್ಯತ್ಯಯವಾಗಲಿದೆ ಎಂದು ಮಹಾನಗರ ಪಾಲಿಕೆ ಕಾರ್ಯಪಾಲಕ ಅಭಿಯಂತರರು ತಿಳಿಸಿದ್ದಾರೆ. ರಾಯಚೂರು ನಗರಕ್ಕೆ ಕುಡಿಯುವ ನೀರಿನ ಸರಬರಾಜು ಮುಖ್ಯ ವೈಜ್ಞಾನಿಕ ನೀರಿನ ಮೂಲಗಳಿಂದ ನಡೆಯುತ್ತಿದೆ. bbox=[22, 438, 121, 615]
